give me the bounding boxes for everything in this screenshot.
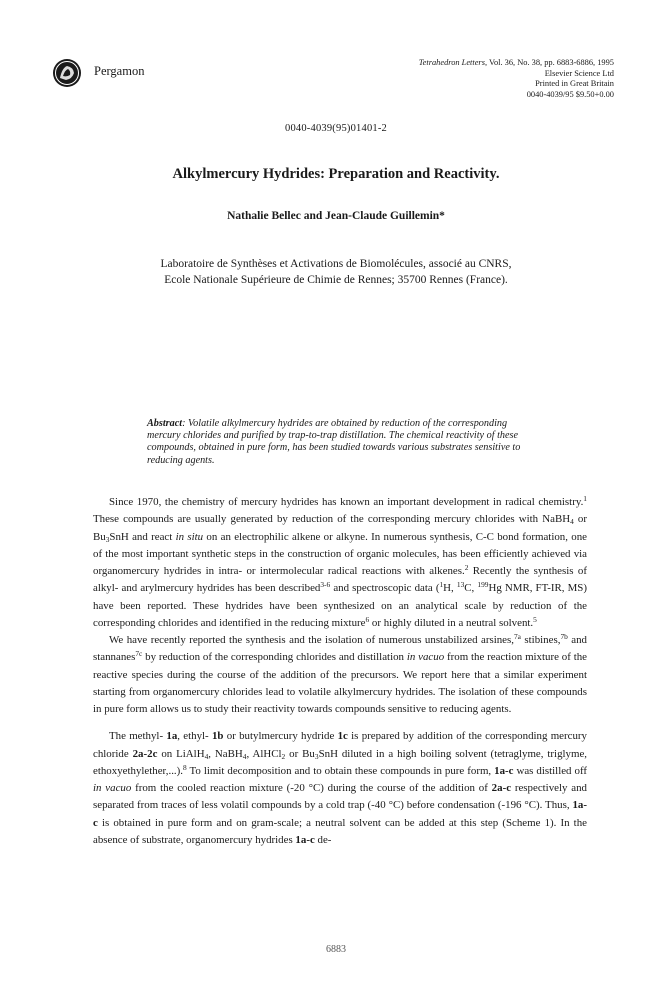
- affiliation-line-2: Ecole Nationale Supérieure de Chimie de Rennes; 35700 Rennes (France).: [164, 274, 508, 286]
- body-text: [93, 494, 587, 849]
- affiliation: [0, 256, 672, 288]
- publisher-name: Pergamon: [94, 64, 145, 78]
- journal-info: [419, 58, 614, 100]
- pergamon-logo-icon: [52, 58, 82, 88]
- paragraph-2: We have recently reported the synthesis and the isolation of numerous unstabilized arsines,$^{7a}$ stibines,$^{7b}$ and stannanes$^{7c}$ by reduction of the corresponding chlorides and distillation in vacuo from the reaction mixture of the reactive species during the course of the addition of the precursors. We report here that a similar experiment starting from organomercury chlorides lead to volatile alkylmercury hydrides. The isolation of these compounds in pure form allows us to study their reactivity towards compounds sensitive to reducing agents.: [93, 632, 588, 715]
- journal-name: Tetrahedron Letters: [418, 58, 485, 67]
- abstract-text: : Volatile alkylmercury hydrides are obtained by reduction of the corresponding mercury chlorides and purified by trap-to-trap distillation. The chemical reactivity of these compounds, obtained in pure form, has been studied towards various substrates sensitive to reducing agents.: [147, 418, 521, 466]
- paper-title: Alkylmercury Hydrides: Preparation and Reactivity.: [172, 166, 500, 182]
- abstract-label: Abstract: [147, 418, 183, 429]
- publisher-line: Elsevier Science Ltd: [544, 68, 614, 78]
- affiliation-line-1: Laboratoire de Synthèses et Activations de Biomolécules, associé au CNRS,: [160, 258, 512, 270]
- abstract: [147, 418, 532, 467]
- paragraph-3: The methyl- 1a, ethyl- 1b or butylmercury hydride 1c is prepared by addition of the corresponding mercury chloride 2a-2c on LiAlH$_4$, NaBH$_4$, AlHCl$_2$ or $Bu_3SnH$ diluted in a high boiling solvent (tetraglyme, triglyme, ethoxyethylether,...).$^8$ To limit decomposition and to obtain these compounds in pure form, 1a-c was distilled off in vacuo from the cooled reaction mixture (-20 °C) during the course of the addition of 2a-c respectively and separated from traces of less volatil compounds by a cold trap (-40 °C) before condensation (-196 °C). Thus, 1a-c is obtained in pure form and on gram-scale; a neutral solvent can be added at this step (Scheme 1). In the absence of substrate, organomercury hydrides 1a-c de-: [93, 730, 588, 846]
- printed-line: Printed in Great Britain: [535, 79, 614, 89]
- paragraph-1: Since 1970, the chemistry of mercury hydrides has known an important development in radical chemistry.$^1$ These compounds are usually generated by reduction of the corresponding mercury chlorides with NaBH$_4$ or $Bu_3SnH$ and react in situ on an electrophilic alkene or alkyne. In numerous synthesis, C-C bond formation, one of the most important synthetic steps in the construction of organic molecules, has been efficiently achieved via organomercury hydrides in intra- or intermolecular radical reactions with alkenes.$^2$ Recently the synthesis of alkyl- and arylmercury hydrides has been described$^{3-6}$ and spectroscopic data ($^1$H, $^{13}$C, $^{199}$Hg NMR, FT-IR, MS) have been reported. These hydrides have been synthesized on an analytical scale by reduction of the corresponding chlorides and identified in the reducing mixture$^6$ or highly diluted in a neutral solvent.$^5$: [93, 494, 588, 629]
- issn-line: 0040-4039/95 $9.50+0.00: [526, 89, 614, 99]
- authors: Nathalie Bellec and Jean-Claude Guillemin*: [227, 210, 445, 222]
- page-number: 6883: [326, 944, 346, 955]
- journal-citation: Tetrahedron Letters, Vol. 36, No. 38, pp. 6883-6886, 1995: [418, 58, 614, 67]
- article-doi: 0040-4039(95)01401-2: [285, 123, 387, 134]
